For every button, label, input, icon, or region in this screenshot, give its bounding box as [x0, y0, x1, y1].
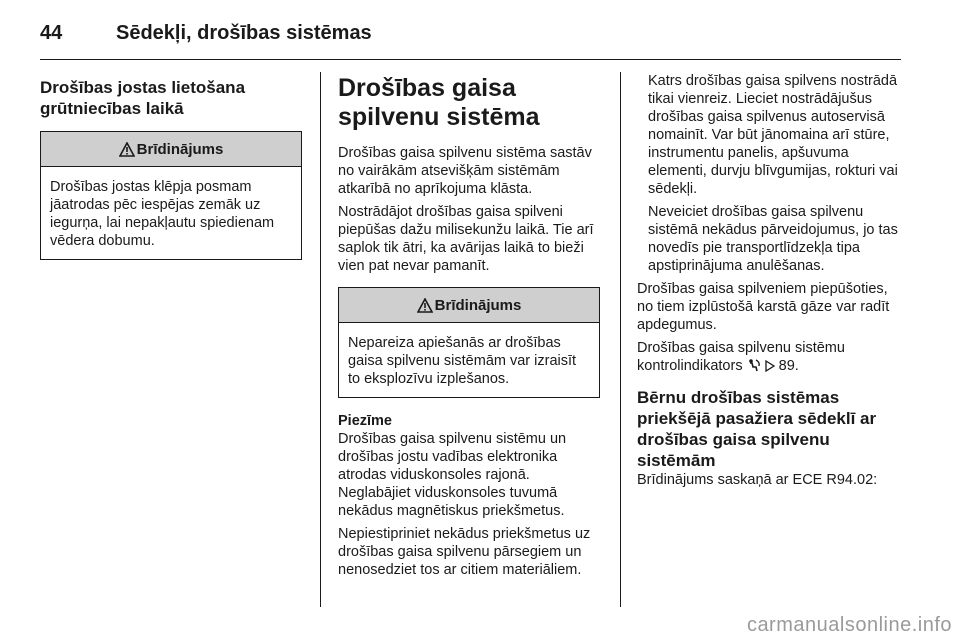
page-number: 44	[40, 22, 63, 44]
note-title: Piezīme	[338, 413, 392, 429]
page-header	[40, 16, 900, 56]
page-reference: 89.	[778, 358, 799, 374]
header-title: Sēdekļi, drošības sistēmas	[116, 22, 372, 44]
indented-paragraph: Katrs drošības gaisa spilvens nostrādā tikai vienreiz. Lieciet nostrādājušus drošības gaisa spilvenus autoservisā nomainīt. Var būt jānomaina arī stūre, instrumentu panelis, apšuvuma elementi, durvju blīvgumijas, rokturi vai sēdekļi.	[648, 73, 898, 197]
column-divider	[620, 72, 621, 607]
indented-paragraph: Neveiciet drošības gaisa spilvenu sistēmā nekādus pārveidojumus, jo tas novedīs pie transportlīdzekļa tipa apstiprinājuma anulēšanas.	[648, 204, 898, 274]
warning-text: Nepareiza apiešanās ar drošības gaisa spilvenu sistēmām var izraisīt to eksplozīvu izplešanos.	[348, 335, 577, 387]
paragraph: Drošības gaisa spilvenu sistēma sastāv no vairākām atsevišķām sistēmām atkarībā no aprīkojuma klāsta.	[338, 145, 592, 197]
paragraph-text: Drošības gaisa spilvenu sistēmu kontrolindikators	[637, 340, 845, 374]
paragraph: Brīdinājums saskaņā ar ECE R94.02:	[637, 472, 878, 488]
section-heading-airbag: Drošības gaisa spilvenu sistēma	[338, 74, 540, 131]
column-1	[40, 72, 302, 260]
header-rule	[40, 59, 901, 60]
note-paragraph: Drošības gaisa spilvenu sistēmu un drošības jostu vadības elektronika atrodas viduskonsoles rajonā. Neglabājiet viduskonsoles tuvumā nekādus magnētiskus priekšmetus.	[338, 431, 567, 519]
column-3	[637, 72, 903, 494]
note-paragraph: Nepiestipriniet nekādus priekšmetus uz drošības gaisa spilvenu pārsegiem un nenosedziet tos ar citiem materiāliem.	[338, 526, 591, 578]
warning-title: Brīdinājums	[434, 296, 522, 314]
column-divider	[320, 72, 321, 607]
warning-icon	[417, 298, 433, 313]
paragraph: Drošības gaisa spilveniem piepūšoties, no tiem izplūstošā karstā gāze var radīt apdegumus.	[637, 281, 890, 333]
warning-title: Brīdinājums	[136, 140, 224, 158]
paragraph: Nostrādājot drošības gaisa spilveni piepūšas dažu milisekunžu laikā. Tie arī saplok tik ātri, ka avārijas laikā to bieži vien pat nevar pamanīt.	[338, 204, 594, 274]
airbag-indicator-icon	[747, 358, 761, 372]
column-2	[338, 72, 600, 584]
section-heading-child-restraint: Bērnu drošības sistēmas priekšējā pasažiera sēdeklī ar drošības gaisa spilvenu sistēmām	[637, 388, 877, 470]
paragraph-indicator	[637, 339, 903, 375]
warning-header	[41, 132, 301, 167]
warning-icon	[119, 142, 135, 157]
warning-box	[40, 131, 302, 260]
warning-header	[339, 288, 599, 323]
warning-box	[338, 287, 600, 398]
section-heading-pregnancy: Drošības jostas lietošana grūtniecības laikā	[40, 78, 246, 118]
watermark-brand: carmanualsonline.info	[746, 614, 952, 636]
warning-text: Drošības jostas klēpja posmam jāatrodas pēc iespējas zemāk uz iegurņa, lai nepakļautu spiedienam vēdera dobumu.	[50, 179, 275, 249]
page-reference-icon	[765, 360, 775, 372]
